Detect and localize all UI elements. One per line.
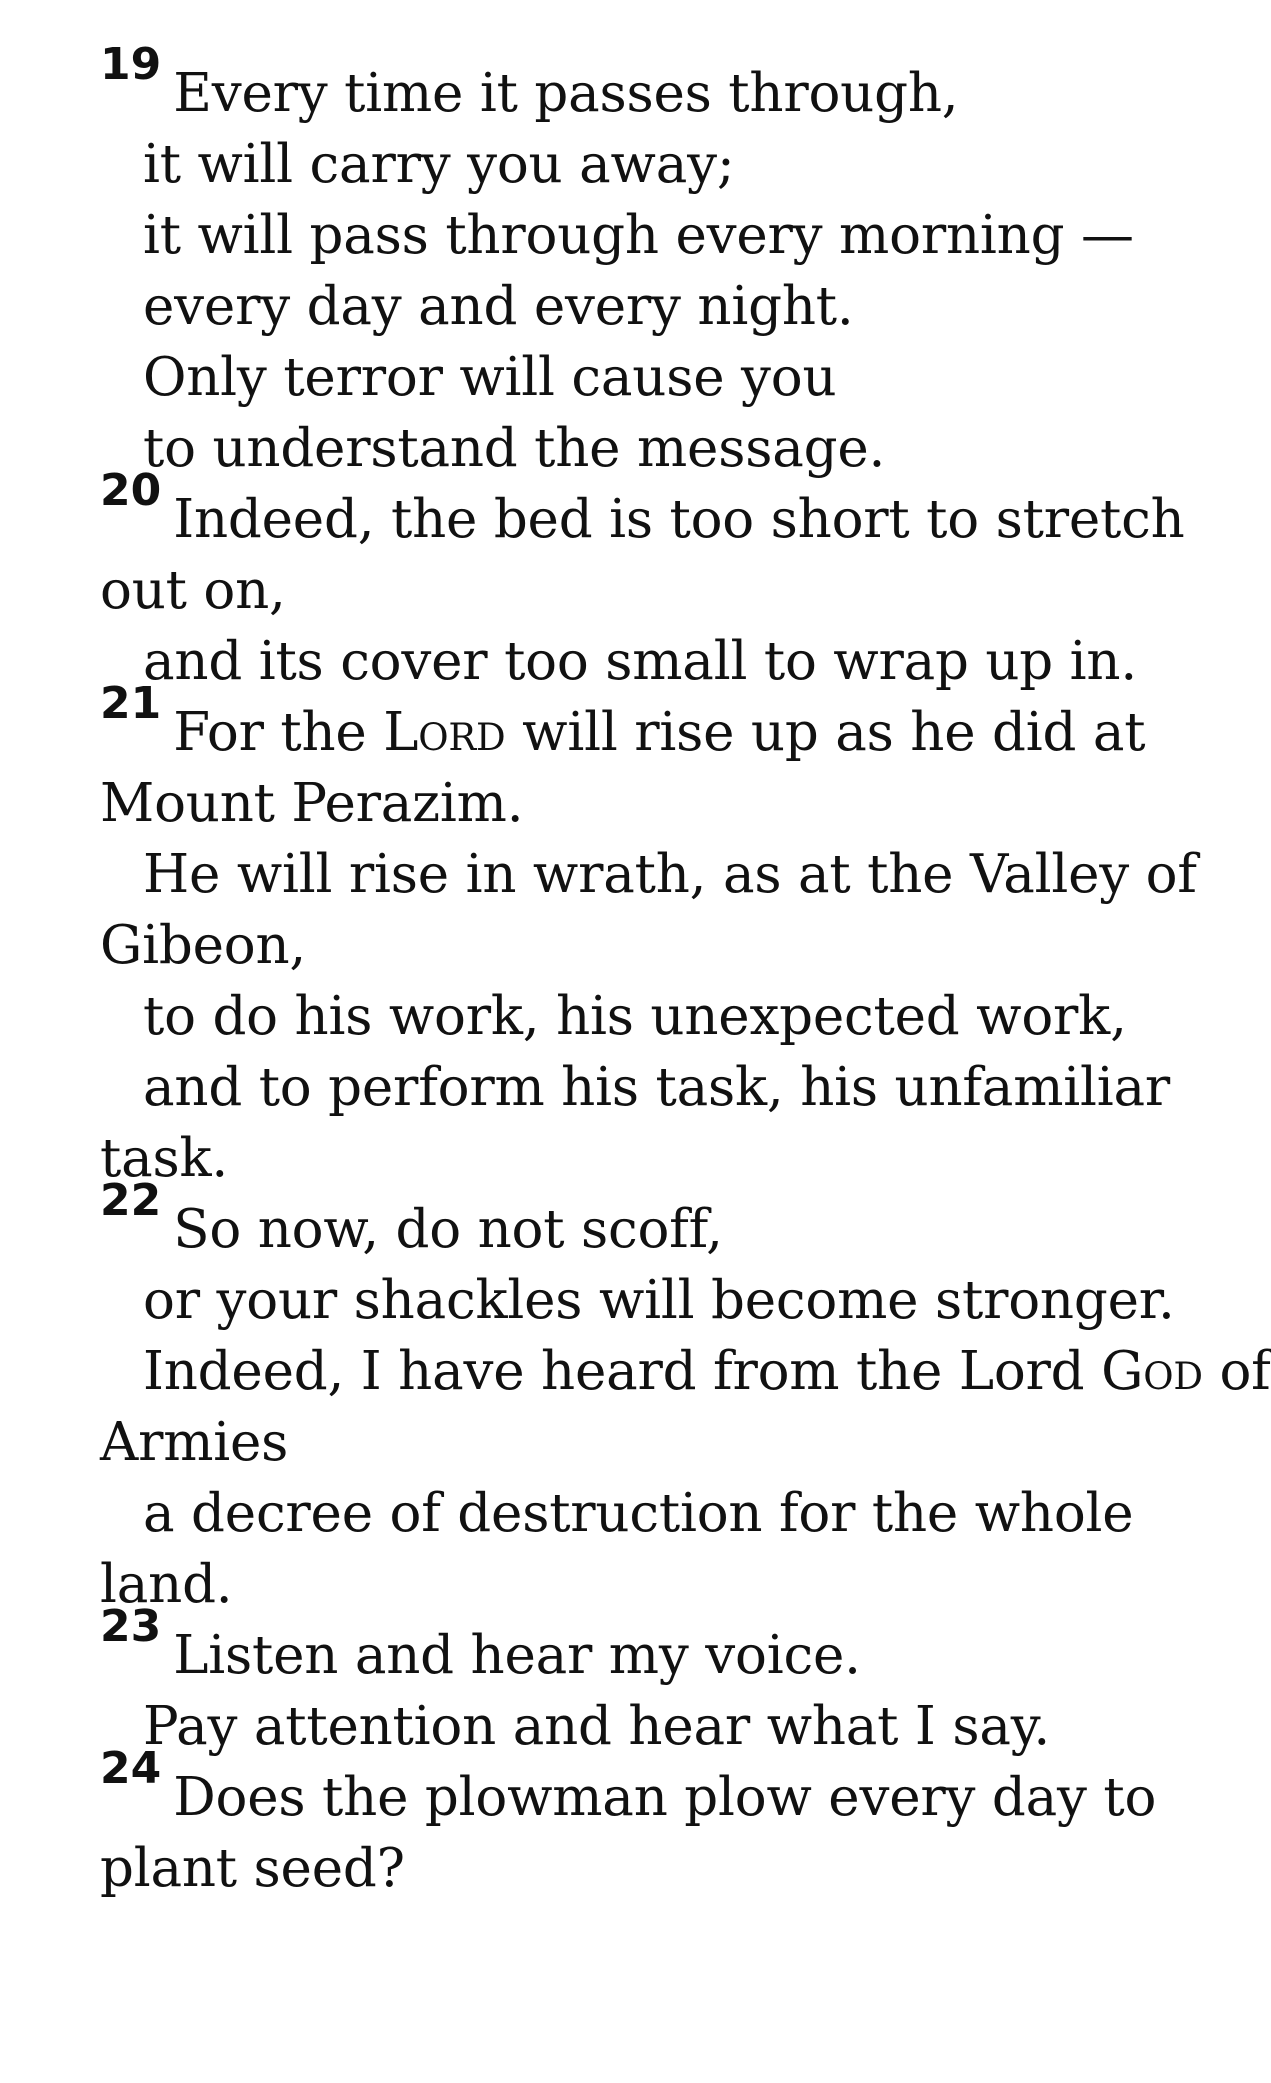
verse-number: 22 [100, 1175, 162, 1226]
verse-text: Does the plowman plow every day to [173, 1767, 1157, 1828]
verse-text: of [1202, 1341, 1271, 1402]
verse-text: So now, do not scoff, [173, 1199, 723, 1260]
verse-line: or your shackles will become stronger. [143, 1270, 1175, 1331]
verse-line: to understand the message. [143, 418, 886, 479]
verse-line: it will pass through every morning — [143, 205, 1134, 266]
verse-line: every day and every night. [143, 276, 854, 337]
verse-22 [100, 1175, 1271, 1620]
verse-line-continuation: plant seed? [100, 1838, 405, 1899]
verse-line [100, 678, 1200, 768]
verse-text: For the [173, 702, 384, 763]
verse-line: Only terror will cause you [143, 347, 837, 408]
verse-line: it will carry you away; [143, 134, 735, 195]
verse-line-continuation: task. [100, 1128, 229, 1189]
verse-number: 23 [100, 1601, 162, 1652]
verse-line [100, 1601, 1200, 1691]
verse-number: 19 [100, 39, 162, 90]
verse-line: He will rise in wrath, as at the Valley of [143, 844, 1197, 905]
verse-number: 20 [100, 465, 162, 516]
verse-line: to do his work, his unexpected work, [143, 986, 1127, 1047]
verse-number: 21 [100, 678, 162, 729]
verse-line-continuation: Mount Perazim. [100, 773, 524, 834]
verse-text: Every time it passes through, [173, 63, 959, 124]
verse-24 [100, 1743, 1200, 1904]
verse-text: will rise up as he did at [505, 702, 1146, 763]
verse-text: Indeed, the bed is too short to stretch [173, 489, 1185, 550]
verse-line: a decree of destruction for the whole [143, 1483, 1134, 1544]
verse-line [100, 1743, 1200, 1833]
verse-line [100, 465, 1200, 555]
verse-line-continuation: Gibeon, [100, 915, 307, 976]
verse-line: and to perform his task, his unfamiliar [143, 1057, 1171, 1118]
verse-line [100, 39, 1200, 129]
verse-line [100, 1175, 1200, 1265]
scripture-passage [100, 39, 1271, 1904]
divine-name: God [1101, 1341, 1203, 1402]
verse-21 [100, 678, 1200, 1194]
divine-name: Lord [383, 702, 506, 763]
verse-line-continuation: out on, [100, 560, 286, 621]
verse-text: Indeed, I have heard from the Lord [143, 1341, 1102, 1402]
verse-text: Listen and hear my voice. [173, 1625, 861, 1686]
verse-line-continuation: Armies [100, 1412, 289, 1473]
verse-line-continuation: land. [100, 1554, 233, 1615]
verse-number: 24 [100, 1743, 162, 1794]
verse-line: and its cover too small to wrap up in. [143, 631, 1138, 692]
verse-19 [100, 39, 1200, 484]
verse-20 [100, 465, 1200, 697]
verse-line: Pay attention and hear what I say. [143, 1696, 1051, 1757]
verse-line [100, 1336, 1271, 1407]
verse-23 [100, 1601, 1200, 1762]
